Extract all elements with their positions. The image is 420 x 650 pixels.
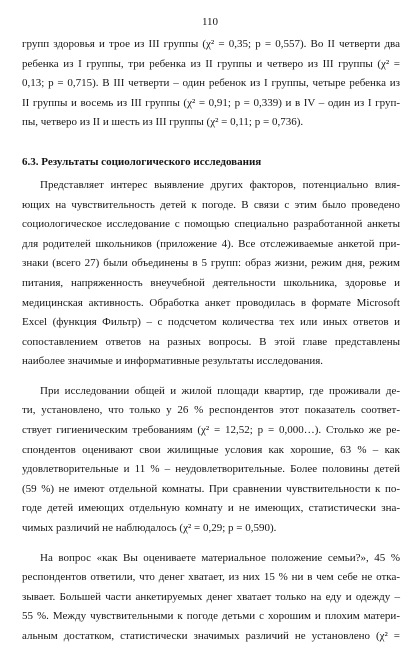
body-text [22, 35, 400, 647]
text-line: спондентов оценивают свои жилищные условия как хорошие, 63 % – как [22, 443, 400, 456]
text-line: ствует гигиеническим требованиям (χ² = 12,52; p = 0,000…). Столько же ре- [22, 424, 400, 437]
text-line: респондентов ответили, что денег хватает, из них 15 % ни в чем себе не отка- [22, 571, 400, 584]
paragraph [22, 382, 400, 539]
text-line: ти, установлено, что только у 26 % респондентов этот показатель соответ- [22, 404, 400, 417]
text-line: социологическое исследование с помощью специально разработанной анкеты [22, 218, 400, 231]
text-line: питания, напряженность внеучебной деятельности школьника, здоровье и [22, 276, 400, 289]
continued-paragraph [22, 35, 400, 133]
text-line: для родителей школьников (приложение 4). Все отслеживаемые анкетой при- [22, 237, 400, 250]
text-line: 0,13; p = 0,715). В III четверти – один ребенок из I группы, четыре ребенка из [22, 77, 400, 90]
text-line: знаки (всего 27) были объединены в 5 групп: образ жизни, режим дня, режим [22, 257, 400, 270]
text-line: Excel (функция Фильтр) – с подсчетом количества тех или иных ответов и [22, 316, 400, 329]
paragraph [22, 176, 400, 372]
text-line: удовлетворительные и 11 % – неудовлетворительные. Более половины детей [22, 463, 400, 476]
text-line: чимых различий не наблюдалось (χ² = 0,29; p = 0,590). [22, 522, 277, 535]
text-line: групп здоровья и трое из III группы (χ² = 0,35; p = 0,557). Во II четверти два [22, 38, 400, 50]
text-line: альным достатком, статистически значимых различий не установлено (χ² = [22, 630, 400, 643]
paragraph [22, 549, 400, 647]
text-line: На вопрос «как Вы оцениваете материальное положение семьи?», 45 % [40, 551, 400, 564]
page-number: 110 [201, 16, 219, 28]
text-line: сопоставлением ответов на разных вопросы. В этой главе представлены [22, 335, 400, 348]
text-line: Представляет интерес выявление других факторов, потенциально влия- [40, 178, 400, 191]
text-line: медицинская активность. Обработка анкет проводилась в формате Microsoft [22, 296, 400, 309]
text-line: годе детей имеющих отдельную комнату и не имеющих, статистически зна- [22, 502, 400, 515]
text-line: пы, четверо из II и шесть из III группы (χ² = 0,11; p = 0,736). [22, 116, 304, 129]
text-line: зывает. Большей части анкетируемых денег хватает только на еду и одежду – [22, 590, 400, 603]
text-line: II группы и восемь из III группы (χ² = 0,91; p = 0,339) и в IV – один из I груп- [22, 96, 400, 109]
text-line: наиболее значимые и информативные результаты исследования. [22, 355, 324, 368]
section-heading: 6.3. Результаты социологического исследования [22, 155, 262, 168]
text-line: ребенка из I группы, три ребенка из II группы и четверо из III группы (χ² = [22, 57, 400, 70]
text-line: При исследовании общей и жилой площади квартир, где проживали де- [40, 384, 400, 397]
text-line: (59 %) не имеют отдельной комнаты. При сравнении чувствительности к по- [22, 482, 400, 495]
text-line: 55 %. Между чувствительными к погоде детьми с хорошим и плохим матери- [22, 610, 400, 623]
text-line: ющих на чувствительность детей к погоде. В связи с этим было проведено [22, 198, 400, 211]
